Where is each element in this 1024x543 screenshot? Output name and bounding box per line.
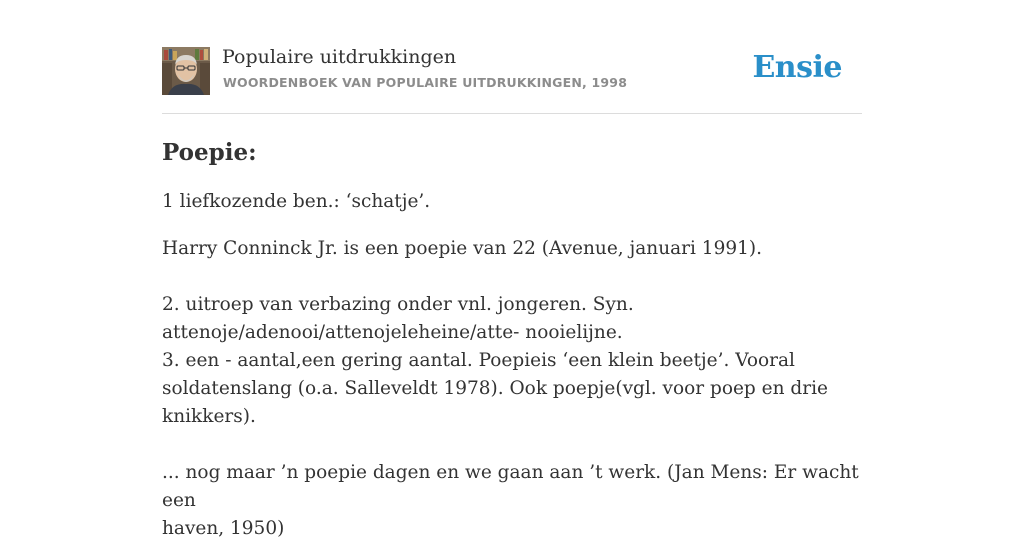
entry-term: Poepie: — [162, 139, 257, 166]
source-subtitle: WOORDENBOEK VAN POPULAIRE UITDRUKKINGEN, 1998 — [223, 75, 628, 90]
author-avatar[interactable] — [162, 47, 210, 95]
entry-definition-1: 1 liefkozende ben.: ‘schatje’. — [162, 191, 431, 212]
ensie-logo-link[interactable]: Ensie — [752, 50, 842, 85]
entry-content — [162, 136, 862, 543]
entry-body: Harry Conninck Jr. is een poepie van 22 (Avenue, januari 1991). 2. uitroep van verbazing onder vnl. jongeren. Syn. attenoje/adenooi/attenojeleheine/atte- nooielijne. 3. een - aantal,een gering aantal. Poepieis ‘een klein beetje’. Vooral soldatenslang (o.a. Salleveldt 1978). Ook poepje(vgl. voor poep en drie knikkers). ... nog maar ’n poepie dagen en we gaan aan ’t werk. (Jan Mens: Er wacht een haven, 1950) — [162, 238, 859, 539]
author-portrait-image — [162, 47, 210, 95]
source-title[interactable]: Populaire uitdrukkingen — [222, 46, 457, 68]
source-header — [162, 46, 862, 114]
